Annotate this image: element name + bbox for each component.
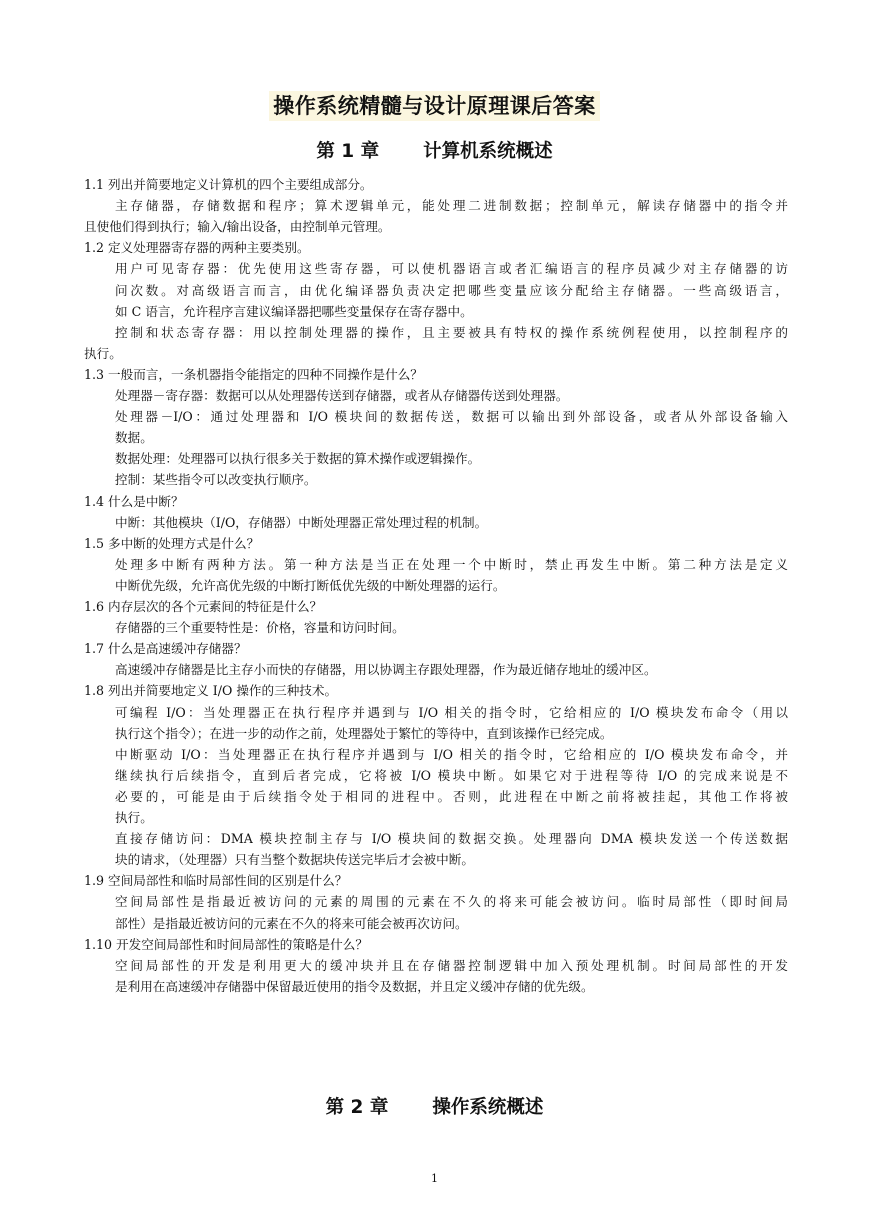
answer-line: 必要的，可能是由于后续指令处于相同的进程中。否则，此进程在中断之前将被挂起，其他工作将被 bbox=[115, 788, 788, 804]
answer-line: 是利用在高速缓冲存储器中保留最近使用的指令及数据，并且定义缓冲存储的优先级。 bbox=[115, 978, 594, 994]
chapter-2-title: 操作系统概述 bbox=[432, 1097, 544, 1118]
answer-line: 部性）是指最近被访问的元素在不久的将来可能会被再次访问。 bbox=[115, 915, 468, 931]
answer-line: 数据处理：处理器可以执行很多关于数据的算术操作或逻辑操作。 bbox=[115, 451, 481, 467]
question-line: 1.2 定义处理器寄存器的两种主要类别。 bbox=[84, 240, 310, 256]
question-line: 1.9 空间局部性和临时局部性间的区别是什么？ bbox=[84, 873, 348, 889]
chapter-2-heading bbox=[0, 1095, 869, 1121]
answer-line: 可编程 I/O：当处理器正在执行程序并遇到与 I/O 相关的指令时，它给相应的 I/O 模块发布命令（用以 bbox=[115, 704, 788, 720]
answer-line: 直接存储访问：DMA 模块控制主存与 I/O 模块间的数据交换。处理器向 DMA 模块发送一个传送数据 bbox=[115, 831, 788, 847]
answer-line: 继续执行后续指令，直到后者完成，它将被 I/O 模块中断。如果它对于进程等待 I/O 的完成来说是不 bbox=[115, 767, 788, 783]
answer-line: 执行这个指令）；在进一步的动作之前，处理器处于繁忙的等待中，直到该操作已经完成。 bbox=[115, 725, 613, 741]
chapter-2-number: 第 2 章 bbox=[325, 1097, 389, 1118]
question-line: 1.8 列出并简要地定义 I/O 操作的三种技术。 bbox=[84, 683, 338, 699]
question-line: 且使他们得到执行；输入/输出设备，由控制单元管理。 bbox=[84, 219, 391, 235]
answer-line: 主存储器，存储数据和程序；算术逻辑单元，能处理二进制数据；控制单元，解读存储器中的指令并 bbox=[115, 198, 788, 214]
answer-line: 数据。 bbox=[115, 430, 153, 446]
answer-line: 存储器的三个重要特性是：价格，容量和访问时间。 bbox=[115, 620, 405, 636]
answer-line: 空间局部性是指最近被访问的元素的周围的元素在不久的将来可能会被访问。临时局部性（即时间局 bbox=[115, 894, 788, 910]
answer-line: 中断优先级，允许高优先级的中断打断低优先级的中断处理器的运行。 bbox=[115, 577, 506, 593]
question-line: 1.7 什么是高速缓冲存储器？ bbox=[84, 641, 247, 657]
answer-line: 用户可见寄存器：优先使用这些寄存器，可以使机器语言或者汇编语言的程序员减少对主存储器的访 bbox=[115, 261, 788, 277]
answer-line: 控制和状态寄存器：用以控制处理器的操作，且主要被具有特权的操作系统例程使用，以控制程序的 bbox=[115, 324, 788, 340]
chapter-1-title: 计算机系统概述 bbox=[423, 141, 553, 162]
answer-line: 块的请求，（处理器）只有当整个数据块传送完毕后才会被中断。 bbox=[115, 852, 474, 868]
answer-line: 处理器－寄存器：数据可以从处理器传送到存储器，或者从存储器传送到处理器。 bbox=[115, 388, 569, 403]
answer-line: 高速缓冲存储器是比主存小而快的存储器，用以协调主存跟处理器，作为最近储存地址的缓冲区。 bbox=[115, 662, 657, 678]
answer-line: 空间局部性的开发是利用更大的缓冲块并且在存储器控制逻辑中加入预处理机制。时间局部性的开发 bbox=[115, 957, 788, 973]
answer-line: 执行。 bbox=[115, 810, 153, 825]
question-line: 1.3 一般而言，一条机器指令能指定的四种不同操作是什么？ bbox=[84, 366, 423, 382]
question-line: 1.1 列出并简要地定义计算机的四个主要组成部分。 bbox=[84, 177, 373, 192]
answer-line: 中断驱动 I/O：当处理器正在执行程序并遇到与 I/O 相关的指令时，它给相应的 I/O 模块发布命令，并 bbox=[115, 746, 788, 762]
answer-line: 处理器－I/O：通过处理器和 I/O 模块间的数据传送，数据可以输出到外部设备，或者从外部设备输入 bbox=[115, 409, 788, 425]
chapter-1-number: 第 1 章 bbox=[316, 141, 380, 162]
answer-line: 如 C 语言，允许程序言建议编译器把哪些变量保存在寄存器中。 bbox=[115, 303, 473, 319]
document-title: 操作系统精髓与设计原理课后答案 bbox=[269, 91, 600, 121]
title-wrap bbox=[0, 91, 869, 121]
answer-line: 中断：其他模块（I/O，存储器）中断处理器正常处理过程的机制。 bbox=[115, 514, 488, 530]
chapter-1-heading bbox=[0, 139, 869, 165]
answer-line: 控制：某些指令可以改变执行顺序。 bbox=[115, 472, 317, 488]
answer-line: 问次数。对高级语言而言，由优化编译器负责决定把哪些变量应该分配给主存储器。一些高级语言， bbox=[115, 282, 788, 298]
question-line: 1.5 多中断的处理方式是什么？ bbox=[84, 535, 260, 551]
page-number: 1 bbox=[431, 1172, 438, 1185]
question-line: 1.10 开发空间局部性和时间局部性的策略是什么？ bbox=[84, 936, 368, 952]
answer-line: 执行。 bbox=[84, 345, 122, 361]
answer-line: 处理多中断有两种方法。第一种方法是当正在处理一个中断时，禁止再发生中断。第二种方法是定义 bbox=[115, 556, 788, 572]
question-line: 1.4 什么是中断？ bbox=[84, 493, 184, 509]
question-line: 1.6 内存层次的各个元素间的特征是什么？ bbox=[84, 599, 323, 614]
